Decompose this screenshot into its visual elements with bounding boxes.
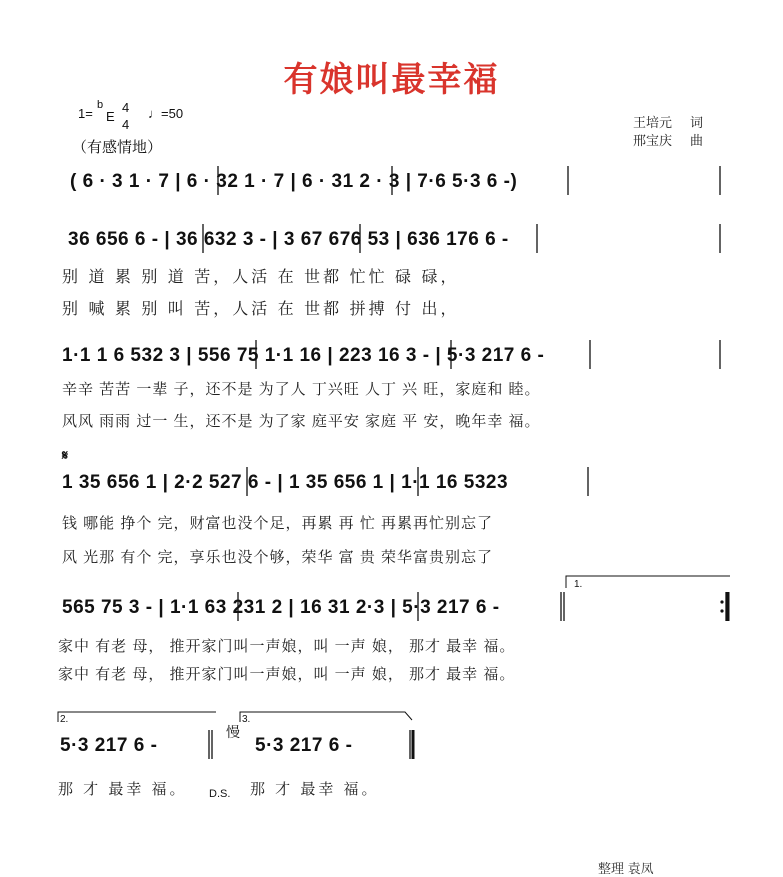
segno-icon: 𝄋 <box>62 447 69 463</box>
arranger-credit: 整理 袁凤 <box>598 861 654 876</box>
score-row-2: 36 656 6 - | 36 632 3 - | 3 67 676 53 | 636 176 6 - <box>68 229 509 250</box>
score-row-6-ending-3: 5·3 217 6 - <box>255 735 353 756</box>
key-flat: b <box>97 99 104 111</box>
ending-3-label: 3. <box>242 714 251 725</box>
lyrics-row-3-verse-1: 辛辛 苦苦 一辈 子，还不是 为了人 丁兴旺 人丁 兴 旺，家庭和 睦。 <box>62 381 541 398</box>
lyrics-row-2-verse-2: 别 喊 累 别 叫 苦，人活 在 世都 拼搏 付 出， <box>62 301 460 318</box>
lyrics-row-3-verse-2: 风风 雨雨 过一 生，还不是 为了家 庭平安 家庭 平 安，晚年幸 福。 <box>62 413 541 430</box>
repeat-dot <box>720 609 723 612</box>
score-row-3: 1·1 1 6 532 3 | 556 75 1·1 16 | 223 16 3 - | 5·3 217 6 - <box>62 345 545 366</box>
score-row-5: 565 75 3 - | 1·1 63 231 2 | 16 31 2·3 | 5·3 217 6 - <box>62 597 500 618</box>
lyricist-name: 王培元 <box>633 115 673 130</box>
key-prefix: 1= <box>78 106 93 121</box>
tempo: ♩=50 <box>148 106 184 121</box>
score-row-4: 1 35 656 1 | 2·2 527 6 - | 1 35 656 1 | 1·1 16 5323 <box>62 472 509 493</box>
lyrics-row-4-verse-1: 钱 哪能 挣个 完，财富也没个足，再累 再 忙 再累再忙别忘了 <box>62 515 494 532</box>
score-row-6-ending-2: 5·3 217 6 - <box>60 735 158 756</box>
ending-2-label: 2. <box>60 714 69 725</box>
slow-mark: 慢 <box>226 724 240 740</box>
ending-1-bracket <box>566 576 730 588</box>
ending-2-bracket <box>58 712 216 722</box>
lyrics-row-5-verse-2: 家中 有老 母， 推开家门叫一声娘，叫 一声 娘， 那才 最幸 福。 <box>58 666 516 683</box>
song-title: 有娘叫最幸福 <box>283 62 500 99</box>
lyrics-row-6-ending-3: 那 才 最幸 福。 <box>250 781 380 798</box>
repeat-dot <box>720 600 723 603</box>
expression-mark: （有感情地） <box>72 139 163 156</box>
lyrics-row-6-ending-2: 那 才 最幸 福。 <box>58 781 188 798</box>
composer-name: 邢宝庆 <box>633 133 673 148</box>
meter-top: 4 <box>122 100 130 115</box>
ending-3-bracket <box>240 712 412 722</box>
lyrics-row-2-verse-1: 别 道 累 别 道 苦，人活 在 世都 忙忙 碌 碌， <box>62 269 460 286</box>
lyricist-role: 词 <box>690 115 704 130</box>
ending-1-label: 1. <box>574 579 583 590</box>
lyrics-row-4-verse-2: 风 光那 有个 完，享乐也没个够，荣华 富 贵 荣华富贵别忘了 <box>62 549 494 566</box>
meter-bottom: 4 <box>122 117 130 132</box>
ds-mark: D.S. <box>209 788 231 800</box>
lyrics-row-5-verse-1: 家中 有老 母， 推开家门叫一声娘，叫 一声 娘， 那才 最幸 福。 <box>58 638 516 655</box>
key-note: E <box>106 109 115 124</box>
score-row-1: ( 6 · 3 1 · 7 | 6 · 32 1 · 7 | 6 · 31 2 · 3 | 7·6 5·3 6 -) <box>70 171 518 192</box>
composer-role: 曲 <box>690 133 704 148</box>
